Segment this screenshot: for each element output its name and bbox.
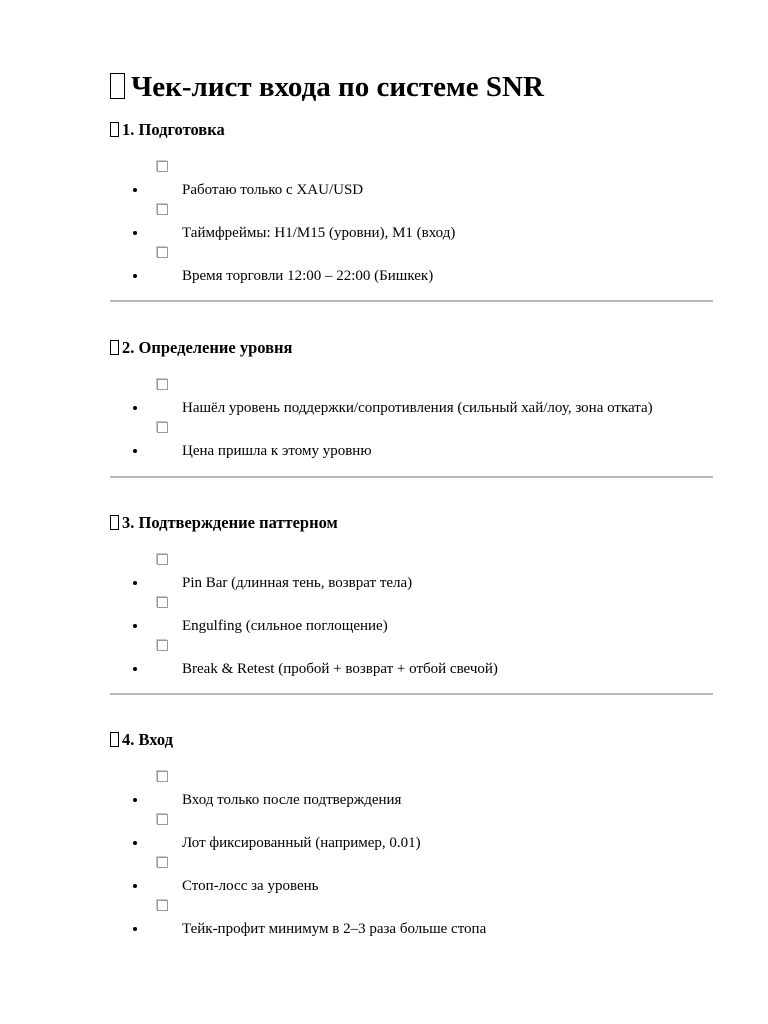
list-item: [110, 247, 713, 290]
bullet-icon: [133, 667, 137, 671]
bullet-icon: [133, 406, 137, 410]
checkbox[interactable]: [157, 814, 168, 825]
list-item: [110, 422, 713, 465]
checkbox[interactable]: [157, 247, 168, 258]
missing-glyph-icon: [110, 732, 119, 747]
page-title-text: Чек-лист входа по системе SNR: [131, 71, 544, 103]
list-item: [110, 771, 713, 814]
divider: [110, 300, 713, 302]
section-preparation: [110, 120, 713, 290]
item-label: Время торговли 12:00 – 22:00 (Бишкек): [182, 268, 434, 284]
section-heading-text: 2. Определение уровня: [122, 338, 293, 357]
item-label: Таймфреймы: H1/M15 (уровни), M1 (вход): [182, 225, 456, 241]
section-heading-text: 3. Подтверждение паттерном: [122, 513, 338, 532]
checklist: [110, 554, 713, 683]
list-item: [110, 379, 713, 422]
missing-glyph-icon: [110, 340, 119, 355]
item-label: Pin Bar (длинная тень, возврат тела): [182, 575, 413, 591]
bullet-icon: [133, 231, 137, 235]
page-title: [110, 70, 544, 104]
list-item: [110, 554, 713, 597]
missing-glyph-icon: [110, 73, 125, 99]
item-label: Engulfing (сильное поглощение): [182, 618, 388, 634]
checklist: [110, 161, 713, 290]
checkbox[interactable]: [157, 161, 168, 172]
bullet-icon: [133, 841, 137, 845]
item-label: Работаю только с XAU/USD: [182, 182, 364, 198]
section-pattern: [110, 513, 713, 683]
section-heading: [110, 730, 713, 750]
checkbox[interactable]: [157, 204, 168, 215]
item-label: Цена пришла к этому уровню: [182, 443, 372, 459]
bullet-icon: [133, 581, 137, 585]
missing-glyph-icon: [110, 515, 119, 530]
checklist: [110, 771, 713, 943]
list-item: [110, 597, 713, 640]
item-label: Нашёл уровень поддержки/сопротивления (сильный хай/лоу, зона отката): [182, 400, 653, 416]
bullet-icon: [133, 449, 137, 453]
bullet-icon: [133, 188, 137, 192]
section-entry: [110, 730, 713, 943]
list-item: [110, 161, 713, 204]
bullet-icon: [133, 624, 137, 628]
list-item: [110, 640, 713, 683]
checkbox[interactable]: [157, 900, 168, 911]
bullet-icon: [133, 798, 137, 802]
checkbox[interactable]: [157, 422, 168, 433]
section-heading-text: 4. Вход: [122, 730, 174, 749]
section-heading: [110, 120, 713, 140]
item-label: Тейк-профит минимум в 2–3 раза больше стопа: [182, 921, 487, 937]
list-item: [110, 814, 713, 857]
checkbox[interactable]: [157, 857, 168, 868]
bullet-icon: [133, 927, 137, 931]
list-item: [110, 857, 713, 900]
item-label: Стоп-лосс за уровень: [182, 878, 319, 894]
bullet-icon: [133, 884, 137, 888]
checkbox[interactable]: [157, 554, 168, 565]
divider: [110, 693, 713, 695]
item-label: Break & Retest (пробой + возврат + отбой свечой): [182, 661, 498, 677]
section-level: [110, 338, 713, 465]
checkbox[interactable]: [157, 379, 168, 390]
section-heading-text: 1. Подготовка: [122, 120, 225, 139]
checkbox[interactable]: [157, 640, 168, 651]
checklist: [110, 379, 713, 465]
section-heading: [110, 513, 713, 533]
divider: [110, 476, 713, 478]
list-item: [110, 204, 713, 247]
missing-glyph-icon: [110, 122, 119, 137]
section-heading: [110, 338, 713, 358]
item-label: Лот фиксированный (например, 0.01): [182, 835, 421, 851]
checkbox[interactable]: [157, 597, 168, 608]
list-item: [110, 900, 713, 943]
item-label: Вход только после подтверждения: [182, 792, 402, 808]
checkbox[interactable]: [157, 771, 168, 782]
bullet-icon: [133, 274, 137, 278]
